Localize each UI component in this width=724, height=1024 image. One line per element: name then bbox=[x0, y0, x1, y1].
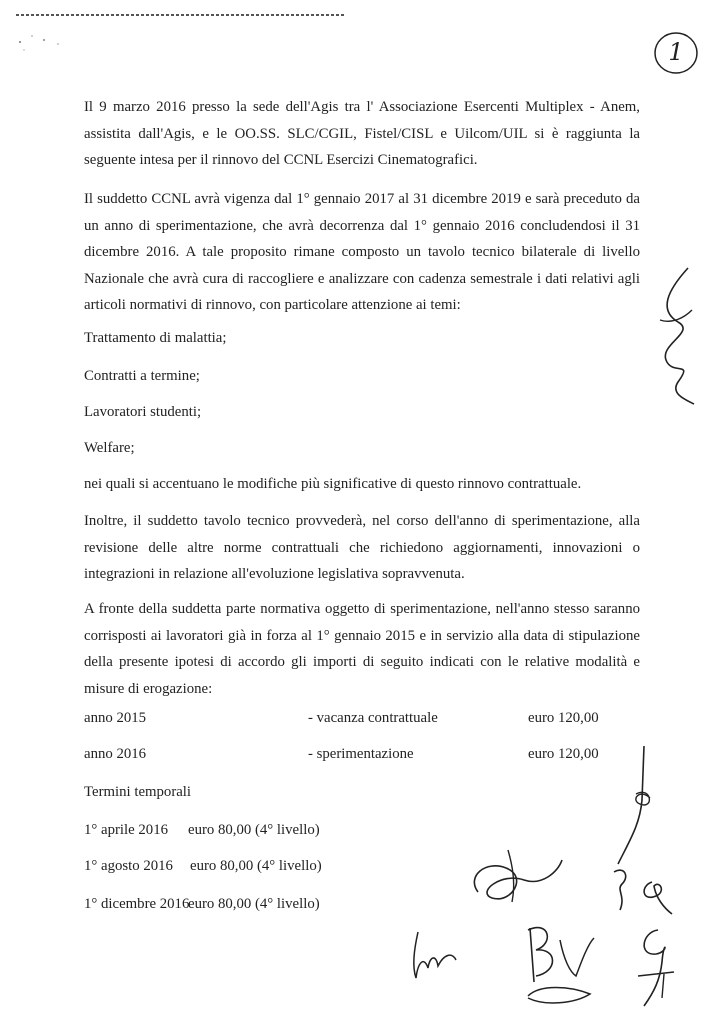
amount-year: anno 2015 bbox=[84, 710, 147, 726]
signature-5 bbox=[510, 914, 610, 1014]
side-signature bbox=[648, 260, 708, 410]
signature-1 bbox=[600, 740, 670, 870]
timing-date: 1° dicembre 2016 bbox=[84, 896, 190, 912]
topic-item: Lavoratori studenti; bbox=[84, 404, 202, 420]
signature-4 bbox=[404, 926, 464, 986]
signature-3 bbox=[600, 862, 680, 922]
scan-specks bbox=[14, 24, 74, 54]
paragraph-topics-note: nei quali si accentuano le modifiche più significative di questo rinnovo contrattuale. bbox=[84, 476, 582, 492]
topic-item: Contratti a termine; bbox=[84, 368, 200, 384]
paragraph-revision: Inoltre, il suddetto tavolo tecnico provvederà, nel corso dell'anno di sperimentazione, alla revisione delle altre norme contrattuali che richiedono aggiornamenti, innovazioni o integrazioni in relazione all'evoluzione legislativa sopravvenuta. bbox=[84, 513, 640, 582]
timing-date: 1° aprile 2016 bbox=[84, 822, 168, 838]
signature-6 bbox=[624, 922, 684, 1012]
amount-value: euro 120,00 bbox=[528, 710, 599, 726]
paragraph-payments: A fronte della suddetta parte normativa oggetto di sperimentazione, nell'anno stesso saranno corrisposti ai lavoratori già in forza al 1° gennaio 2015 e in servizio alla data di stipulazione della presente ipotesi di accordo gli importi di seguito indicati con le relative modalità e misure di erogazione: bbox=[84, 601, 640, 697]
amount-type: - sperimentazione bbox=[308, 746, 414, 762]
amount-type: - vacanza contrattuale bbox=[308, 710, 438, 726]
paragraph-validity: Il suddetto CCNL avrà vigenza dal 1° gennaio 2017 al 31 dicembre 2019 e sarà preceduto da un anno di sperimentazione, che avrà decorrenza dal 1° gennaio 2016 concludendosi il 31 dicembre 2016. A tale proposito rimane composto un tavolo tecnico bilaterale di livello Nazionale che avrà cura di raccogliere e analizzare con cadenza semestrale i dati relativi agli articoli normativi di rinnovo, con particolare attenzione ai temi: bbox=[84, 191, 640, 313]
timing-amount: euro 80,00 (4° livello) bbox=[188, 822, 320, 838]
scan-top-rule bbox=[16, 14, 346, 16]
timing-date: 1° agosto 2016 bbox=[84, 858, 173, 874]
timing-amount: euro 80,00 (4° livello) bbox=[190, 858, 322, 874]
topic-item: Welfare; bbox=[84, 440, 135, 456]
topic-item: Trattamento di malattia; bbox=[84, 330, 227, 346]
page-number bbox=[652, 30, 700, 76]
amount-year: anno 2016 bbox=[84, 746, 147, 762]
timing-heading: Termini temporali bbox=[84, 784, 192, 800]
paragraph-intro: Il 9 marzo 2016 presso la sede dell'Agis tra l' Associazione Esercenti Multiplex - Anem, assistita dall'Agis, e le OO.SS. SLC/CGIL, Fistel/CISL e Uilcom/UIL si è raggiunta la seguente intesa per il rinnovo del CCNL Esercizi Cinematografici. bbox=[84, 99, 640, 168]
amount-value: euro 120,00 bbox=[528, 746, 599, 762]
signature-2 bbox=[462, 842, 570, 912]
page-number-text: 1 bbox=[668, 38, 684, 66]
timing-amount: euro 80,00 (4° livello) bbox=[188, 896, 320, 912]
